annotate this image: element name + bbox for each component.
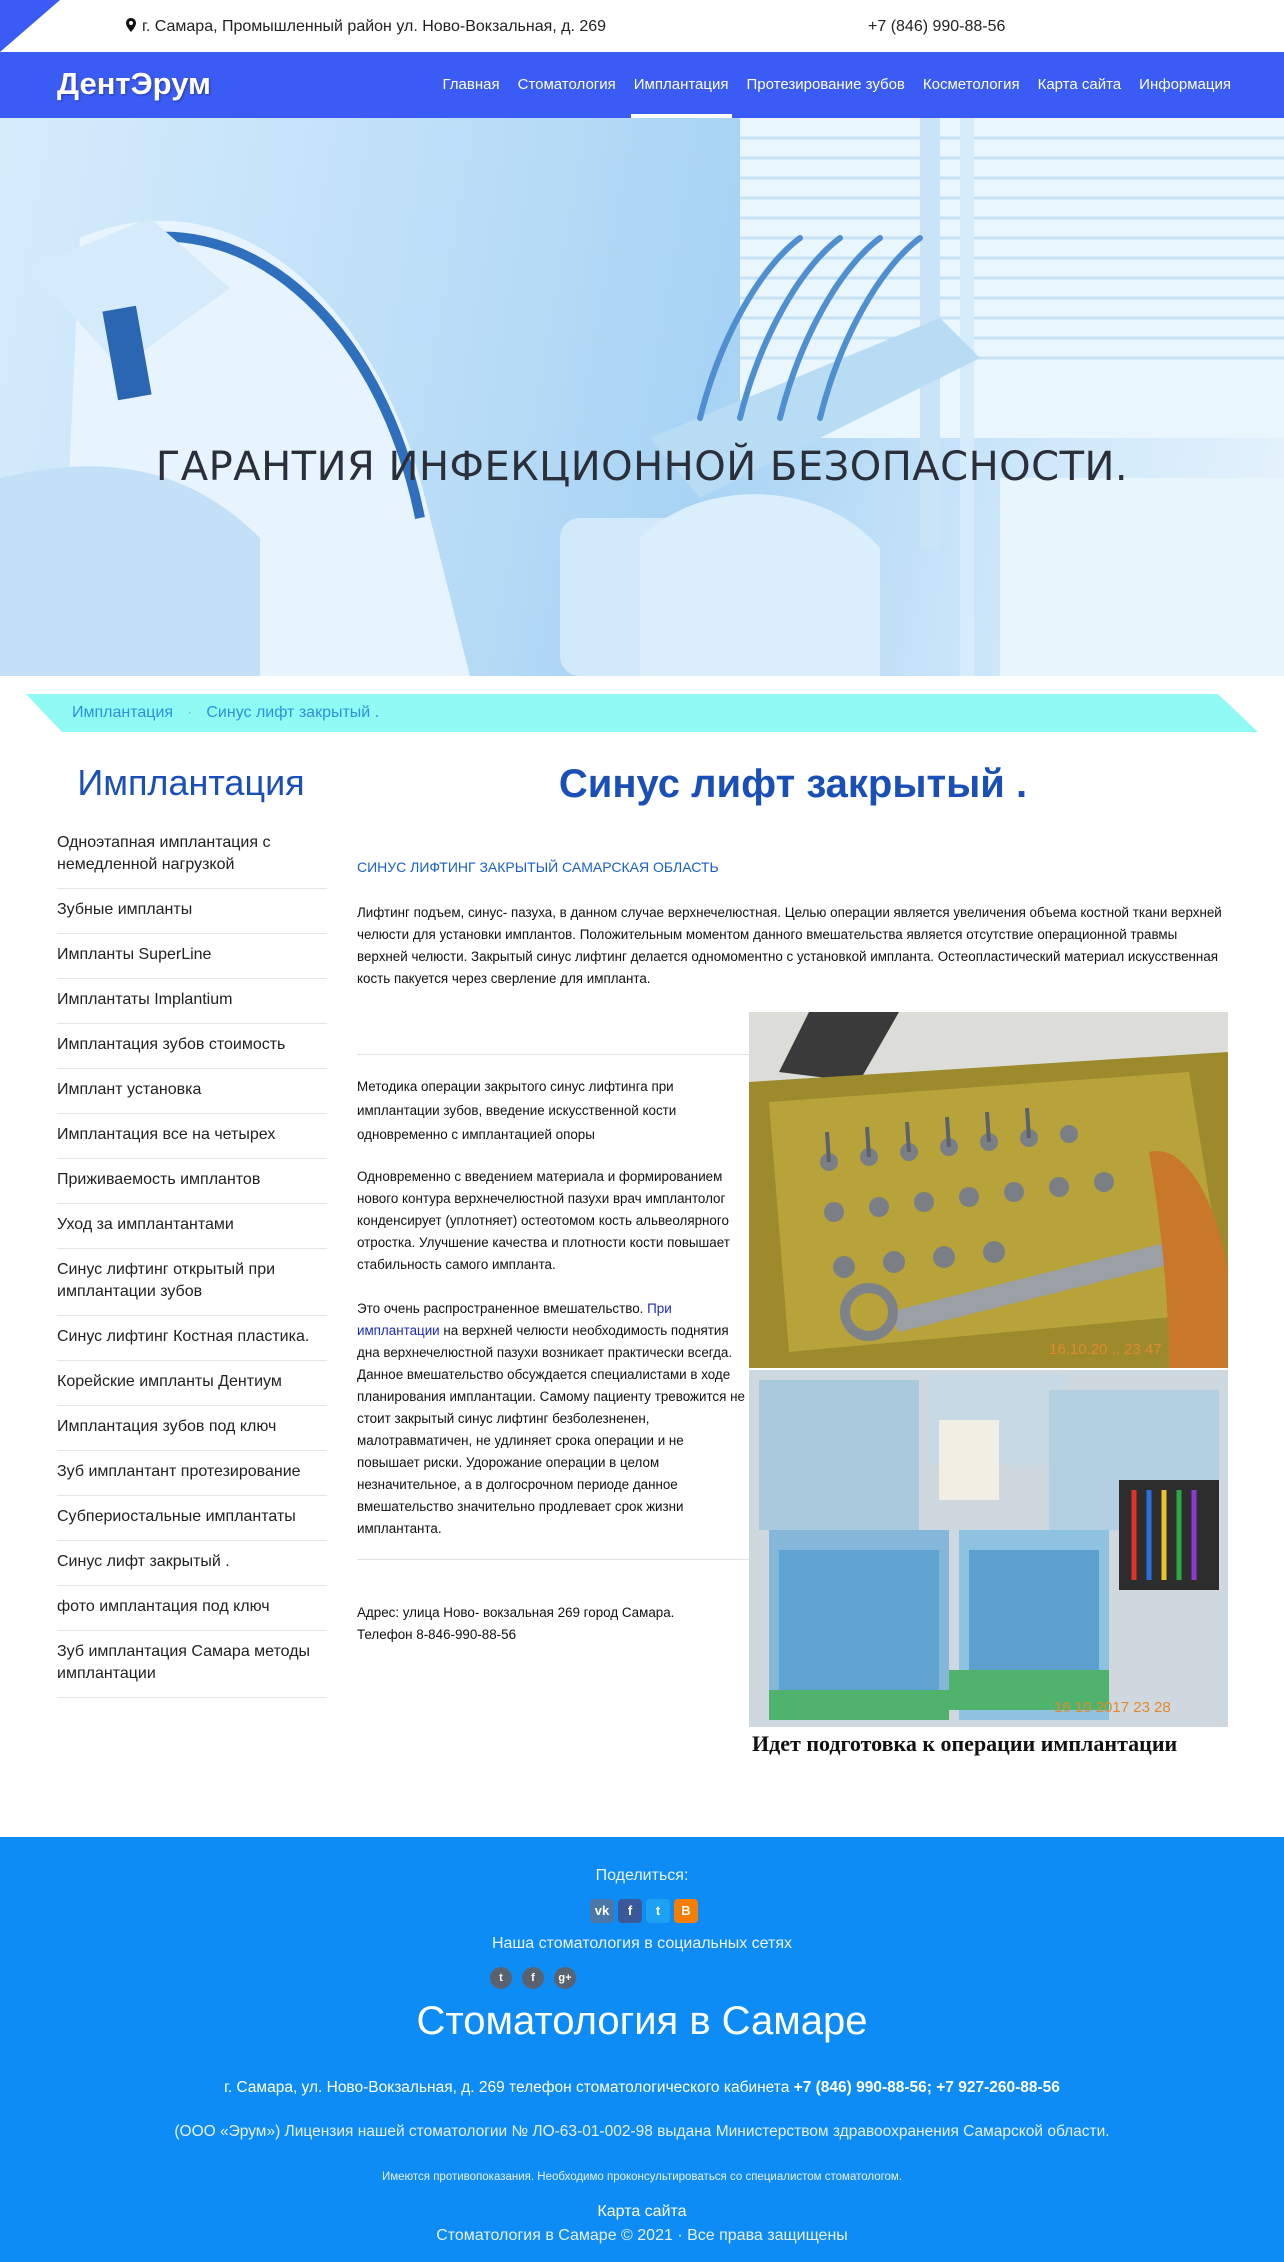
article-method: Методика операции закрытого синус лифтинга при имплантации зубов, введение искусственной кости одновременно с имплантацией опоры	[357, 1079, 677, 1142]
top-phone[interactable]: +7 (846) 990-88-56	[868, 18, 1006, 35]
contact-phone: Телефон 8-846-990-88-56	[357, 1627, 517, 1642]
footer-warning: Имеются противопоказания. Необходимо проконсультироваться со специалистом стоматологом.	[381, 2171, 903, 2183]
footer-phone-2[interactable]: +7 927-260-88-56	[936, 2079, 1060, 2096]
article-intro: Лифтинг подъем, синус- пазуха, в данном случае верхнечелюстная. Целью операции является увеличения объема костной ткани верхней челюсти для установки имплантов. Положительным моментом данного вмешательства является отсутствие операционной травмы верхней челюсти. Закрытый синус лифтинг делается одномоментно с установкой импланта. Остеопластический материал искусственная кость пакуется через сверление для импланта.	[357, 905, 1222, 986]
footer-title: Стоматология в Самаре	[416, 1999, 868, 2043]
breadcrumb	[26, 694, 1258, 732]
nav-item-implantation[interactable]: Имплантация	[625, 52, 738, 118]
divider	[357, 1559, 749, 1560]
footer-address-text: г. Самара, ул. Ново-Вокзальная, д. 269 телефон стоматологического кабинета	[224, 2079, 794, 2096]
map-pin-icon	[126, 18, 136, 32]
contact-address: Адрес: улица Ново- вокзальная 269 город Самара.	[357, 1605, 675, 1620]
hero-caption: ГАРАНТИЯ ИНФЕКЦИОННОЙ БЕЗОПАСНОСТИ.	[155, 444, 1129, 490]
vk-icon[interactable]: vk	[590, 1899, 614, 1923]
sidebar-item[interactable]: Синус лифтинг Костная пластика.	[57, 1316, 327, 1361]
sidebar-item[interactable]: Имплантация зубов под ключ	[57, 1406, 327, 1451]
sidebar-item[interactable]: Корейские импланты Дентиум	[57, 1361, 327, 1406]
article-paragraph-2: Одновременно с введением материала и формированием нового контура верхнечелюстной пазухи врач имплантолог конденсирует (уплотняет) остеотомом кость альвеолярного отростка. Улучшение качества и плотности кости повышает стабильность самого импланта.	[357, 1169, 730, 1272]
google-plus-icon[interactable]: g+	[554, 1967, 576, 1989]
breadcrumb-item-implantation[interactable]: Имплантация	[72, 704, 174, 721]
nav-item-cosmetology[interactable]: Косметология	[922, 76, 1020, 93]
hero-slider	[0, 118, 1284, 676]
photo-sterile-packs	[749, 1370, 1228, 1727]
breadcrumb-items	[72, 704, 379, 722]
photo-caption: Идет подготовка к операции имплантации	[752, 1731, 1178, 1756]
footer-phone-separator: ;	[926, 2079, 937, 2096]
facebook-icon[interactable]: f	[522, 1967, 544, 1989]
footer-copyright: Стоматология в Самаре © 2021 · Все права защищены	[436, 2227, 848, 2244]
twitter-icon[interactable]: t	[490, 1967, 512, 1989]
sidebar-title: Имплантация	[77, 762, 305, 803]
site-logo[interactable]: ДентЭрум	[57, 66, 211, 101]
top-bar-corner-decoration	[0, 0, 60, 52]
sidebar-item[interactable]: Импланты SuperLine	[57, 934, 327, 979]
footer-sitemap-link[interactable]: Карта сайта	[597, 2203, 687, 2220]
photo2-timestamp: 16 10 2017 23 28	[1054, 1699, 1171, 1716]
nav-item-dentistry[interactable]: Стоматология	[517, 76, 616, 93]
top-address-text: г. Самара, Промышленный район ул. Ново-Вокзальная, д. 269	[142, 18, 607, 35]
footer-address	[0, 2079, 1284, 2097]
photo-implant-kit	[749, 1012, 1228, 1368]
sidebar-item[interactable]: фото имплантация под ключ	[57, 1586, 327, 1631]
nav-menu	[434, 52, 1240, 118]
article-paragraph-3	[357, 1298, 749, 1540]
social-buttons	[490, 1967, 576, 1989]
article-contact	[357, 1602, 749, 1646]
sterile-packs-image	[749, 1370, 1228, 1727]
sidebar-item[interactable]: Синус лифтинг открытый при имплантации зубов	[57, 1249, 327, 1316]
paragraph-3-start: Это очень распространенное вмешательство.	[357, 1301, 648, 1316]
nav-item-info[interactable]: Информация	[1139, 76, 1231, 93]
nav-item-sitemap[interactable]: Карта сайта	[1037, 76, 1122, 93]
blogger-icon[interactable]: B	[674, 1899, 698, 1923]
nav-item-home[interactable]: Главная	[442, 76, 500, 93]
page-title: Синус лифт закрытый .	[558, 762, 1028, 806]
sidebar-item[interactable]: Синус лифт закрытый .	[57, 1541, 327, 1586]
sidebar-item[interactable]: Зуб имплантация Самара методы имплантации	[57, 1631, 327, 1698]
implant-kit-image	[749, 1012, 1228, 1368]
hero-dental-clinic-image	[0, 118, 1284, 676]
breadcrumb-item-current[interactable]: Синус лифт закрытый .	[206, 704, 380, 721]
footer	[0, 1837, 1284, 2262]
footer-phone-1[interactable]: +7 (846) 990-88-56	[793, 2079, 927, 2096]
sidebar-item[interactable]: Имплантация зубов стоимость	[57, 1024, 327, 1069]
breadcrumb-separator: ·	[187, 704, 193, 721]
sidebar-item[interactable]: Имплантаты Implantium	[57, 979, 327, 1024]
sidebar-item[interactable]: Зуб имплантант протезирование	[57, 1451, 327, 1496]
sidebar-item[interactable]: Зубные импланты	[57, 889, 327, 934]
sidebar-item[interactable]: Субпериостальные имплантаты	[57, 1496, 327, 1541]
top-bar	[0, 0, 1284, 52]
sidebar-item[interactable]: Одноэтапная имплантация с немедленной нагрузкой	[57, 822, 327, 889]
sidebar-item[interactable]: Уход за имплантантами	[57, 1204, 327, 1249]
photo1-timestamp: 16.10.20 .. 23 47	[1049, 1341, 1162, 1358]
divider	[357, 1054, 749, 1055]
facebook-icon[interactable]: f	[618, 1899, 642, 1923]
footer-license: (ООО «Эрум») Лицензия нашей стоматологии № ЛО-63-01-002-98 выдана Министерством здравоохранения Самарской области.	[174, 2123, 1110, 2140]
implantation-link[interactable]: При имплантации	[357, 1301, 672, 1338]
sidebar-menu	[57, 822, 327, 1698]
share-label: Поделиться:	[595, 1867, 689, 1884]
nav-item-prosthetics[interactable]: Протезирование зубов	[746, 76, 905, 93]
sidebar-item[interactable]: Приживаемость имплантов	[57, 1159, 327, 1204]
main-navigation	[0, 52, 1284, 118]
top-address	[126, 18, 606, 36]
social-label: Наша стоматология в социальных сетях	[491, 1935, 793, 1952]
sidebar-item[interactable]: Имплант установка	[57, 1069, 327, 1114]
article-subheading: СИНУС ЛИФТИНГ ЗАКРЫТЫЙ САМАРСКАЯ ОБЛАСТЬ	[357, 859, 719, 875]
twitter-icon[interactable]: t	[646, 1899, 670, 1923]
sidebar-item[interactable]: Имплантация все на четырех	[57, 1114, 327, 1159]
paragraph-3-end: на верхней челюсти необходимость поднятия дна верхнечелюстной пазухи возникает практически всегда. Данное вмешательство обсуждается специалистами в ходе планирования имплантации. Самому пациенту тревожится не стоит закрытый синус лифтинг безболезненен, малотравматичен, не удлиняет срока операции и не повышает риски. Удорожание операции в целом незначительное, а в долгосрочном периоде данное вмешательство значительно продлевает срок жизни имплантанта.	[357, 1323, 745, 1536]
share-buttons	[590, 1899, 698, 1923]
